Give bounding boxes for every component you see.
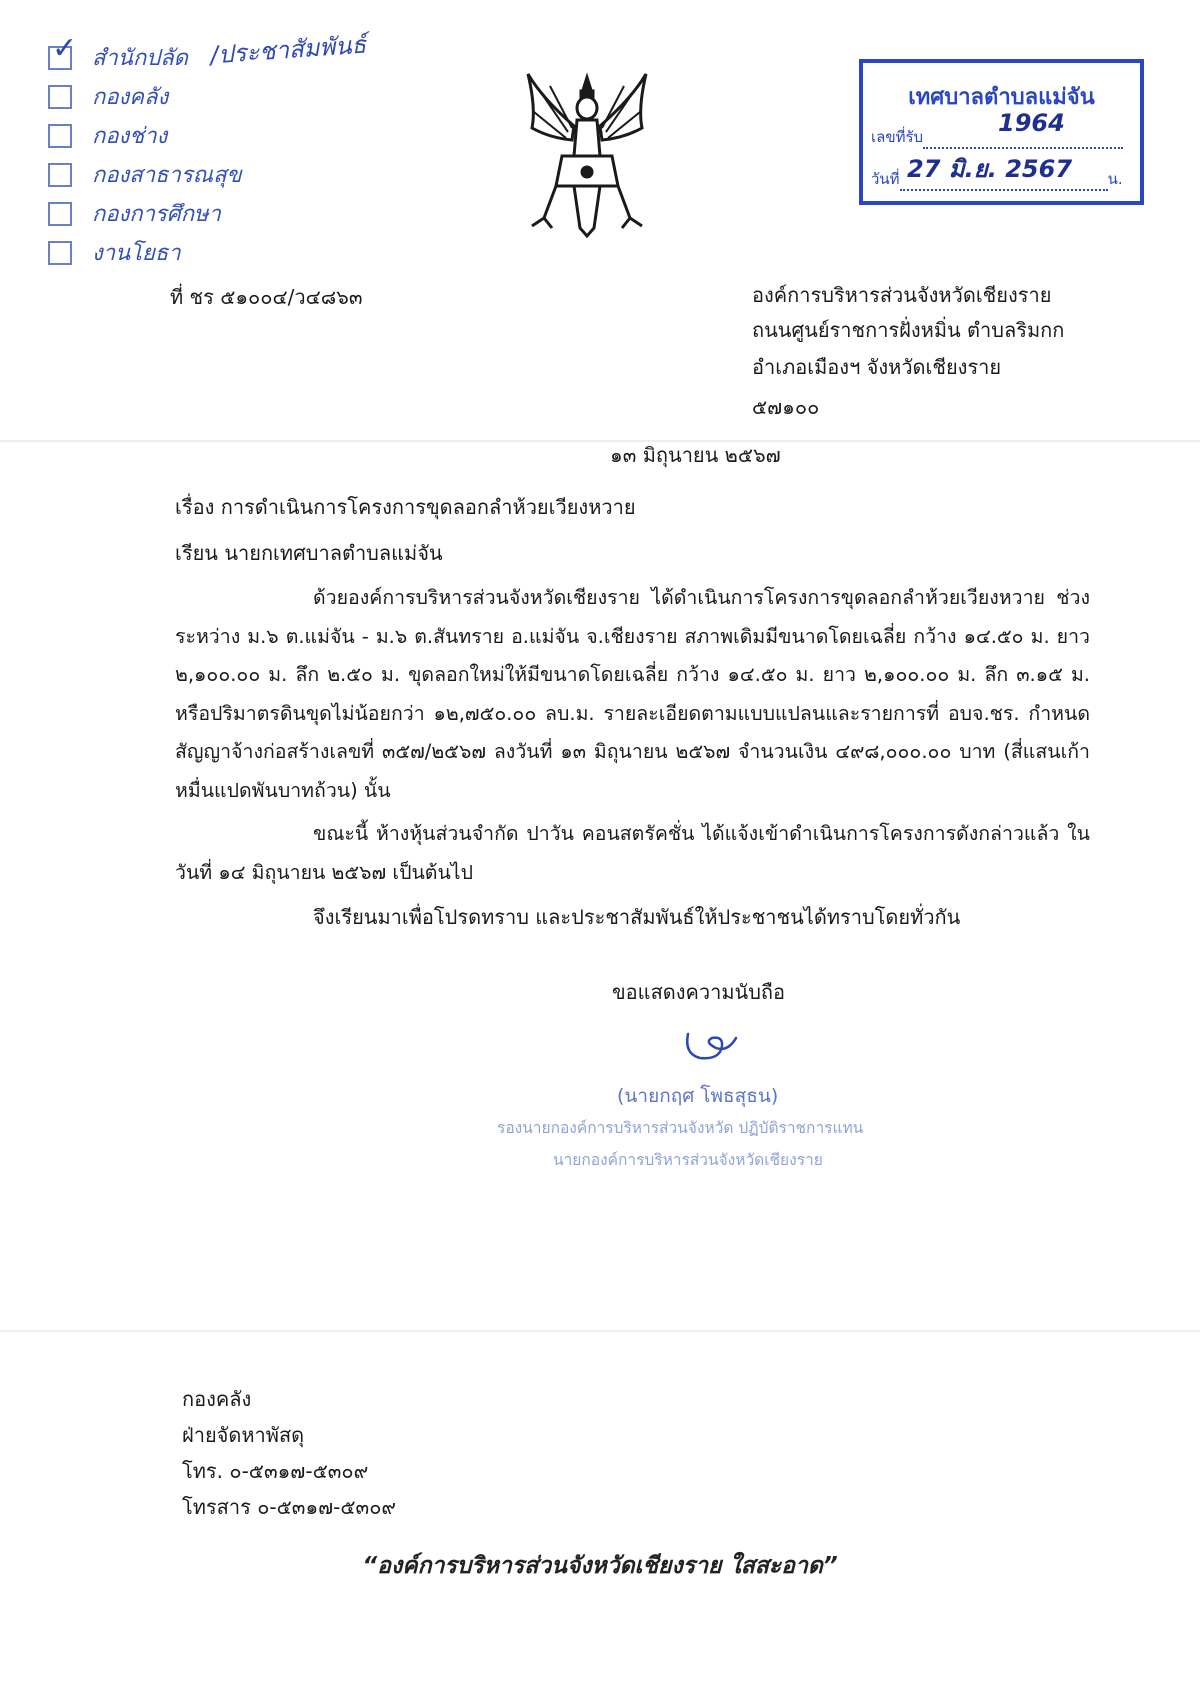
checklist-item[interactable]	[48, 194, 242, 233]
fold-line	[0, 1330, 1200, 1332]
contact-phone: โทร. ๐-๕๓๑๗-๕๓๐๙	[182, 1459, 369, 1483]
checkbox[interactable]	[48, 163, 72, 187]
stamp-time-suffix: น.	[1107, 170, 1123, 188]
sender-address-line: องค์การบริหารส่วนจังหวัดเชียงราย	[752, 283, 1052, 307]
body-text: ขณะนี้ ห้างหุ้นส่วนจำกัด ปาวัน คอนสตรัคชั่น ได้แจ้งเข้าดำเนินการโครงการดังกล่าวแล้ว ในวันที่ ๑๔ มิถุนายน ๒๕๖๗ เป็นต้นไป	[175, 822, 1090, 884]
checklist-item[interactable]	[48, 233, 242, 272]
checklist-item[interactable]	[48, 155, 242, 194]
checklist-item[interactable]	[48, 77, 242, 116]
receive-stamp	[859, 59, 1144, 205]
body-paragraph	[175, 579, 1090, 810]
body-text: ด้วยองค์การบริหารส่วนจังหวัดเชียงราย ได้ดำเนินการโครงการขุดลอกลำห้วยเวียงหวาย ช่วงระหว่าง ม.๖ ต.แม่จัน - ม.๖ ต.สันทราย อ.แม่จัน จ.เชียงราย สภาพเดิมมีขนาดโดยเฉลี่ย กว้าง ๑๔.๕๐ ม. ยาว ๒,๑๐๐.๐๐ ม. ลึก ๒.๕๐ ม. ขุดลอกใหม่ให้มีขนาดโดยเฉลี่ย กว้าง ๑๔.๕๐ ม. ยาว ๒,๑๐๐.๐๐ ม. ลึก ๓.๑๕ ม. หรือปริมาตรดินขุดไม่น้อยกว่า ๑๒,๗๕๐.๐๐ ลบ.ม. รายละเอียดตามแบบแปลนและรายการที่ อบจ.ชร. กำหนด สัญญาจ้างก่อสร้างเลขที่ ๓๕๗/๒๕๖๗ ลงวันที่ ๑๓ มิถุนายน ๒๕๖๗ จำนวนเงิน ๔๙๘,๐๐๐.๐๐ บาท (สี่แสนเก้าหมื่นแปดพันบาทถ้วน) นั้น	[175, 586, 1090, 802]
checkbox[interactable]	[48, 202, 72, 226]
contact-section: ฝ่ายจัดหาพัสดุ	[182, 1423, 305, 1447]
checklist-item[interactable]	[48, 116, 242, 155]
signatory-title: นายกองค์การบริหารส่วนจังหวัดเชียงราย	[553, 1151, 823, 1169]
signatory-name: (นายกฤศ โพธสุธน)	[617, 1085, 779, 1107]
slogan: “องค์การบริหารส่วนจังหวัดเชียงราย ใสสะอาด”	[362, 1553, 838, 1579]
letter-subject: เรื่อง การดำเนินการโครงการขุดลอกลำห้วยเวียงหวาย	[175, 495, 636, 519]
handwritten-note: /ประชาสัมพันธ์	[209, 30, 368, 70]
checklist-label: งานโยธา	[92, 241, 181, 266]
stamp-date-value: 27 มิ.ย. 2567	[907, 155, 1073, 183]
letter-recipient: เรียน นายกเทศบาลตำบลแม่จัน	[175, 541, 443, 565]
garuda-emblem-icon	[522, 68, 652, 240]
checklist-label: กองคลัง	[92, 85, 169, 110]
sender-postcode: ๕๗๑๐๐	[752, 395, 820, 419]
fold-line	[0, 440, 1200, 442]
stamp-receive-number: 1964	[998, 109, 1065, 137]
checklist-label: กองช่าง	[92, 124, 168, 149]
closing-request: จึงเรียนมาเพื่อโปรดทราบ และประชาสัมพันธ์ให้ประชาชนได้ทราบโดยทั่วกัน	[313, 905, 961, 929]
letter-date: ๑๓ มิถุนายน ๒๕๖๗	[610, 443, 781, 467]
signatory-title: รองนายกองค์การบริหารส่วนจังหวัด ปฏิบัติราชการแทน	[497, 1119, 864, 1137]
checkbox[interactable]	[48, 124, 72, 148]
sender-address-line: ถนนศูนย์ราชการฝั่งหมิ่น ตำบลริมกก	[752, 318, 1065, 342]
contact-division: กองคลัง	[182, 1387, 252, 1411]
sender-address-line: อำเภอเมืองฯ จังหวัดเชียงราย	[752, 355, 1002, 379]
checkbox[interactable]	[48, 30, 78, 70]
checkbox[interactable]	[48, 241, 72, 265]
signature-mark	[680, 1028, 742, 1062]
checklist-label: กองการศึกษา	[92, 202, 221, 227]
closing-salutation: ขอแสดงความนับถือ	[612, 980, 786, 1004]
reference-number: ที่ ชร ๕๑๐๐๔/ว๔๘๖๓	[170, 285, 363, 309]
checklist-label: กองสาธารณสุข	[92, 163, 242, 188]
stamp-date-label: วันที่	[871, 170, 900, 188]
checkmark-icon: ✓	[52, 30, 78, 66]
stamp-receive-label: เลขที่รับ	[871, 128, 924, 146]
checkbox[interactable]	[48, 85, 72, 109]
checklist-label: สำนักปลัด	[92, 46, 188, 71]
body-paragraph	[175, 815, 1090, 892]
stamp-title: เทศบาลตำบลแม่จัน	[908, 85, 1095, 110]
contact-fax: โทรสาร ๐-๕๓๑๗-๕๓๐๙	[182, 1495, 397, 1519]
